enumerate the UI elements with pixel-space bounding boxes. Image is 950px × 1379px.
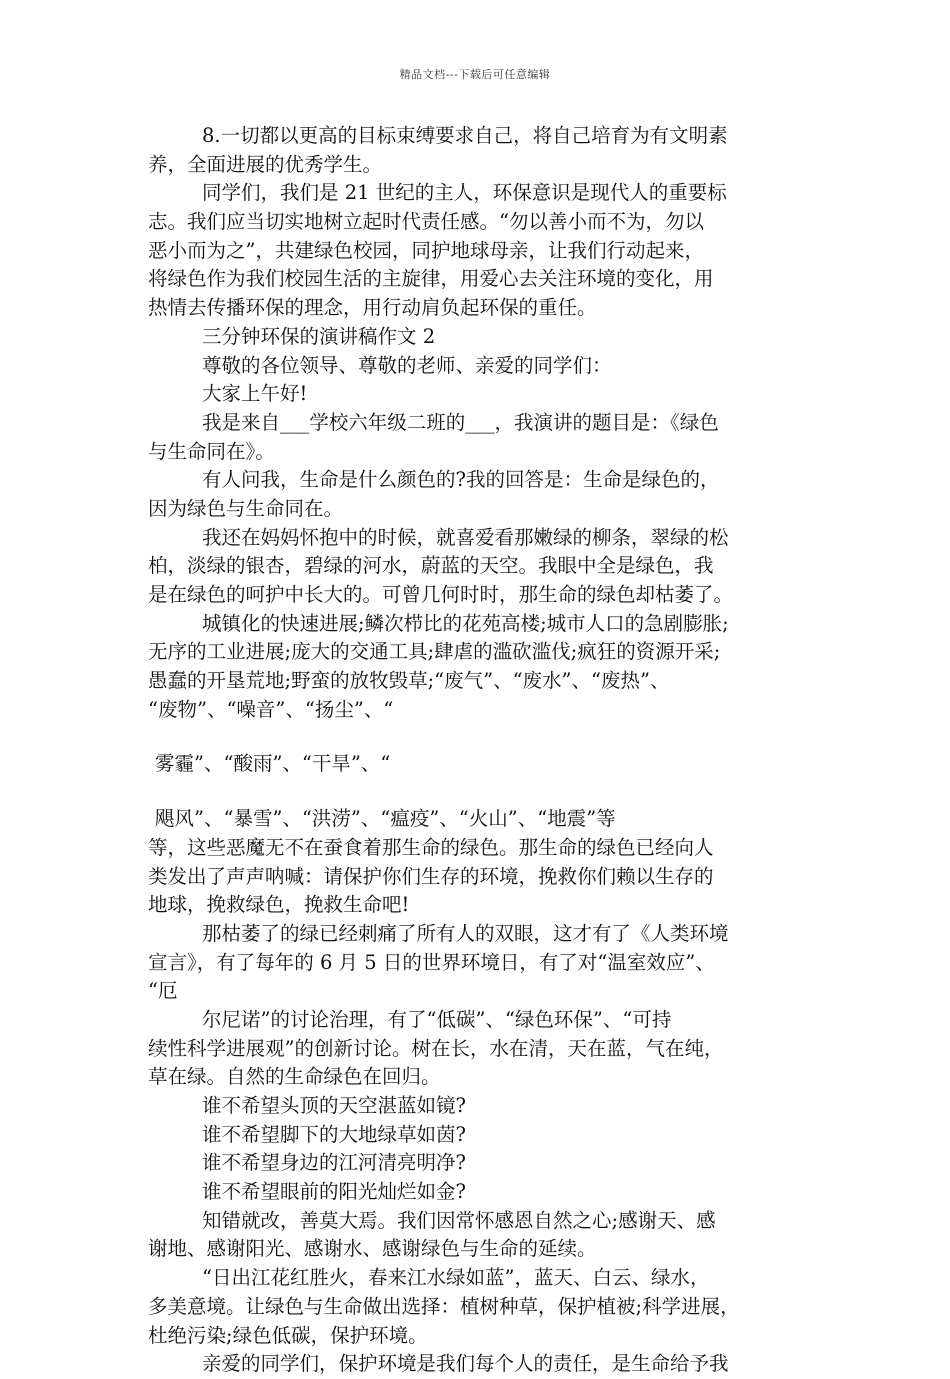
- text-line: 尊敬的各位领导、尊敬的老师、亲爱的同学们：: [202, 353, 612, 377]
- text-line: 柏，淡绿的银杏，碧绿的河水，蔚蓝的天空。我眼中全是绿色，我: [148, 554, 714, 578]
- text-line: 多美意境。让绿色与生命做出选择：植树种草，保护植被;科学进展，: [148, 1294, 740, 1318]
- text-line: 我还在妈妈怀抱中的时候，就喜爱看那嫩绿的柳条，翠绿的松: [202, 525, 729, 549]
- text-line: 无序的工业进展;庞大的交通工具;肆虐的滥砍滥伐;疯狂的资源开采;: [148, 640, 721, 664]
- text-line: 雾霾”、“酸雨”、“干旱”、“: [155, 752, 391, 776]
- text-line: 那枯萎了的绿已经刺痛了所有人的双眼，这才有了《人类环境: [202, 921, 729, 945]
- text-line: 谢地、感谢阳光、感谢水、感谢绿色与生命的延续。: [148, 1237, 597, 1261]
- text-line: 草在绿。自然的生命绿色在回归。: [148, 1065, 441, 1089]
- text-line: 谁不希望眼前的阳光灿烂如金?: [202, 1180, 466, 1204]
- text-line: 等，这些恶魔无不在蚕食着那生命的绿色。那生命的绿色已经向人: [148, 835, 714, 859]
- text-line: 知错就改，善莫大焉。我们因常怀感恩自然之心;感谢天、感: [202, 1208, 716, 1232]
- text-line: 续性科学进展观”的创新讨论。树在长，水在清，天在蓝，气在纯，: [148, 1036, 724, 1060]
- text-line: 养，全面进展的优秀学生。: [148, 152, 383, 176]
- text-line: 城镇化的快速进展;鳞次栉比的花苑高楼;城市人口的急剧膨胀;: [202, 611, 729, 635]
- text-line: 谁不希望身边的江河清亮明净?: [202, 1151, 466, 1175]
- text-line: 热情去传播环保的理念，用行动肩负起环保的重任。: [148, 296, 597, 320]
- text-line: 愚蠢的开垦荒地;野蛮的放牧毁草;“废气”、“废水”、“废热”、: [148, 669, 670, 693]
- section-title: 三分钟环保的演讲稿作文 2: [202, 324, 436, 348]
- text-line: 有人问我，生命是什么颜色的?我的回答是：生命是绿色的，: [202, 468, 720, 492]
- document-body: [148, 122, 818, 1379]
- text-line: 是在绿色的呵护中长大的。可曾几何时时，那生命的绿色却枯萎了。: [148, 583, 734, 606]
- text-line: 大家上午好!: [202, 382, 308, 406]
- text-line: 同学们，我们是 21 世纪的主人，环保意识是现代人的重要标: [202, 181, 727, 205]
- text-line: 杜绝污染;绿色低碳，保护环境。: [148, 1323, 428, 1347]
- text-line: 亲爱的同学们，保护环境是我们每个人的责任，是生命给予我: [202, 1352, 729, 1376]
- text-line: 地球，挽救绿色，挽救生命吧!: [148, 893, 410, 917]
- text-line: 与生命同在》。: [148, 439, 275, 463]
- page-header: 精品文档---下载后可任意编辑: [399, 68, 551, 81]
- text-line: 宣言》，有了每年的 6 月 5 日的世界环境日，有了对“温室效应”、: [148, 950, 715, 974]
- text-line: 因为绿色与生命同在。: [148, 496, 344, 520]
- text-line: “厄: [148, 979, 178, 1003]
- text-line: 我是来自___学校六年级二班的___，我演讲的题目是：《绿色: [202, 410, 719, 434]
- text-line: 飓风”、“暴雪”、“洪涝”、“瘟疫”、“火山”、“地震”等: [155, 807, 616, 831]
- text-line: “日出江花红胜火，春来江水绿如蓝”，蓝天、白云、绿水，: [202, 1266, 710, 1290]
- text-line: “废物”、“噪音”、“扬尘”、“: [148, 697, 394, 721]
- text-line: 将绿色作为我们校园生活的主旋律，用爱心去关注环境的变化，用: [148, 267, 714, 291]
- text-line: 谁不希望脚下的大地绿草如茵?: [202, 1122, 466, 1146]
- text-line: 尔尼诺”的讨论治理，有了“低碳”、“绿色环保”、“可持: [202, 1007, 672, 1031]
- text-line: 谁不希望头顶的天空湛蓝如镜?: [202, 1094, 466, 1117]
- text-line: 恶小而为之”，共建绿色校园，同护地球母亲，让我们行动起来，: [148, 238, 704, 262]
- text-line: 志。我们应当切实地树立起时代责任感。“勿以善小而不为，勿以: [148, 210, 704, 234]
- text-line: 类发出了声声呐喊：请保护你们生存的环境，挽救你们赖以生存的: [148, 864, 714, 888]
- text-line: 8.一切都以更高的目标束缚要求自己，将自己培育为有文明素: [202, 124, 728, 147]
